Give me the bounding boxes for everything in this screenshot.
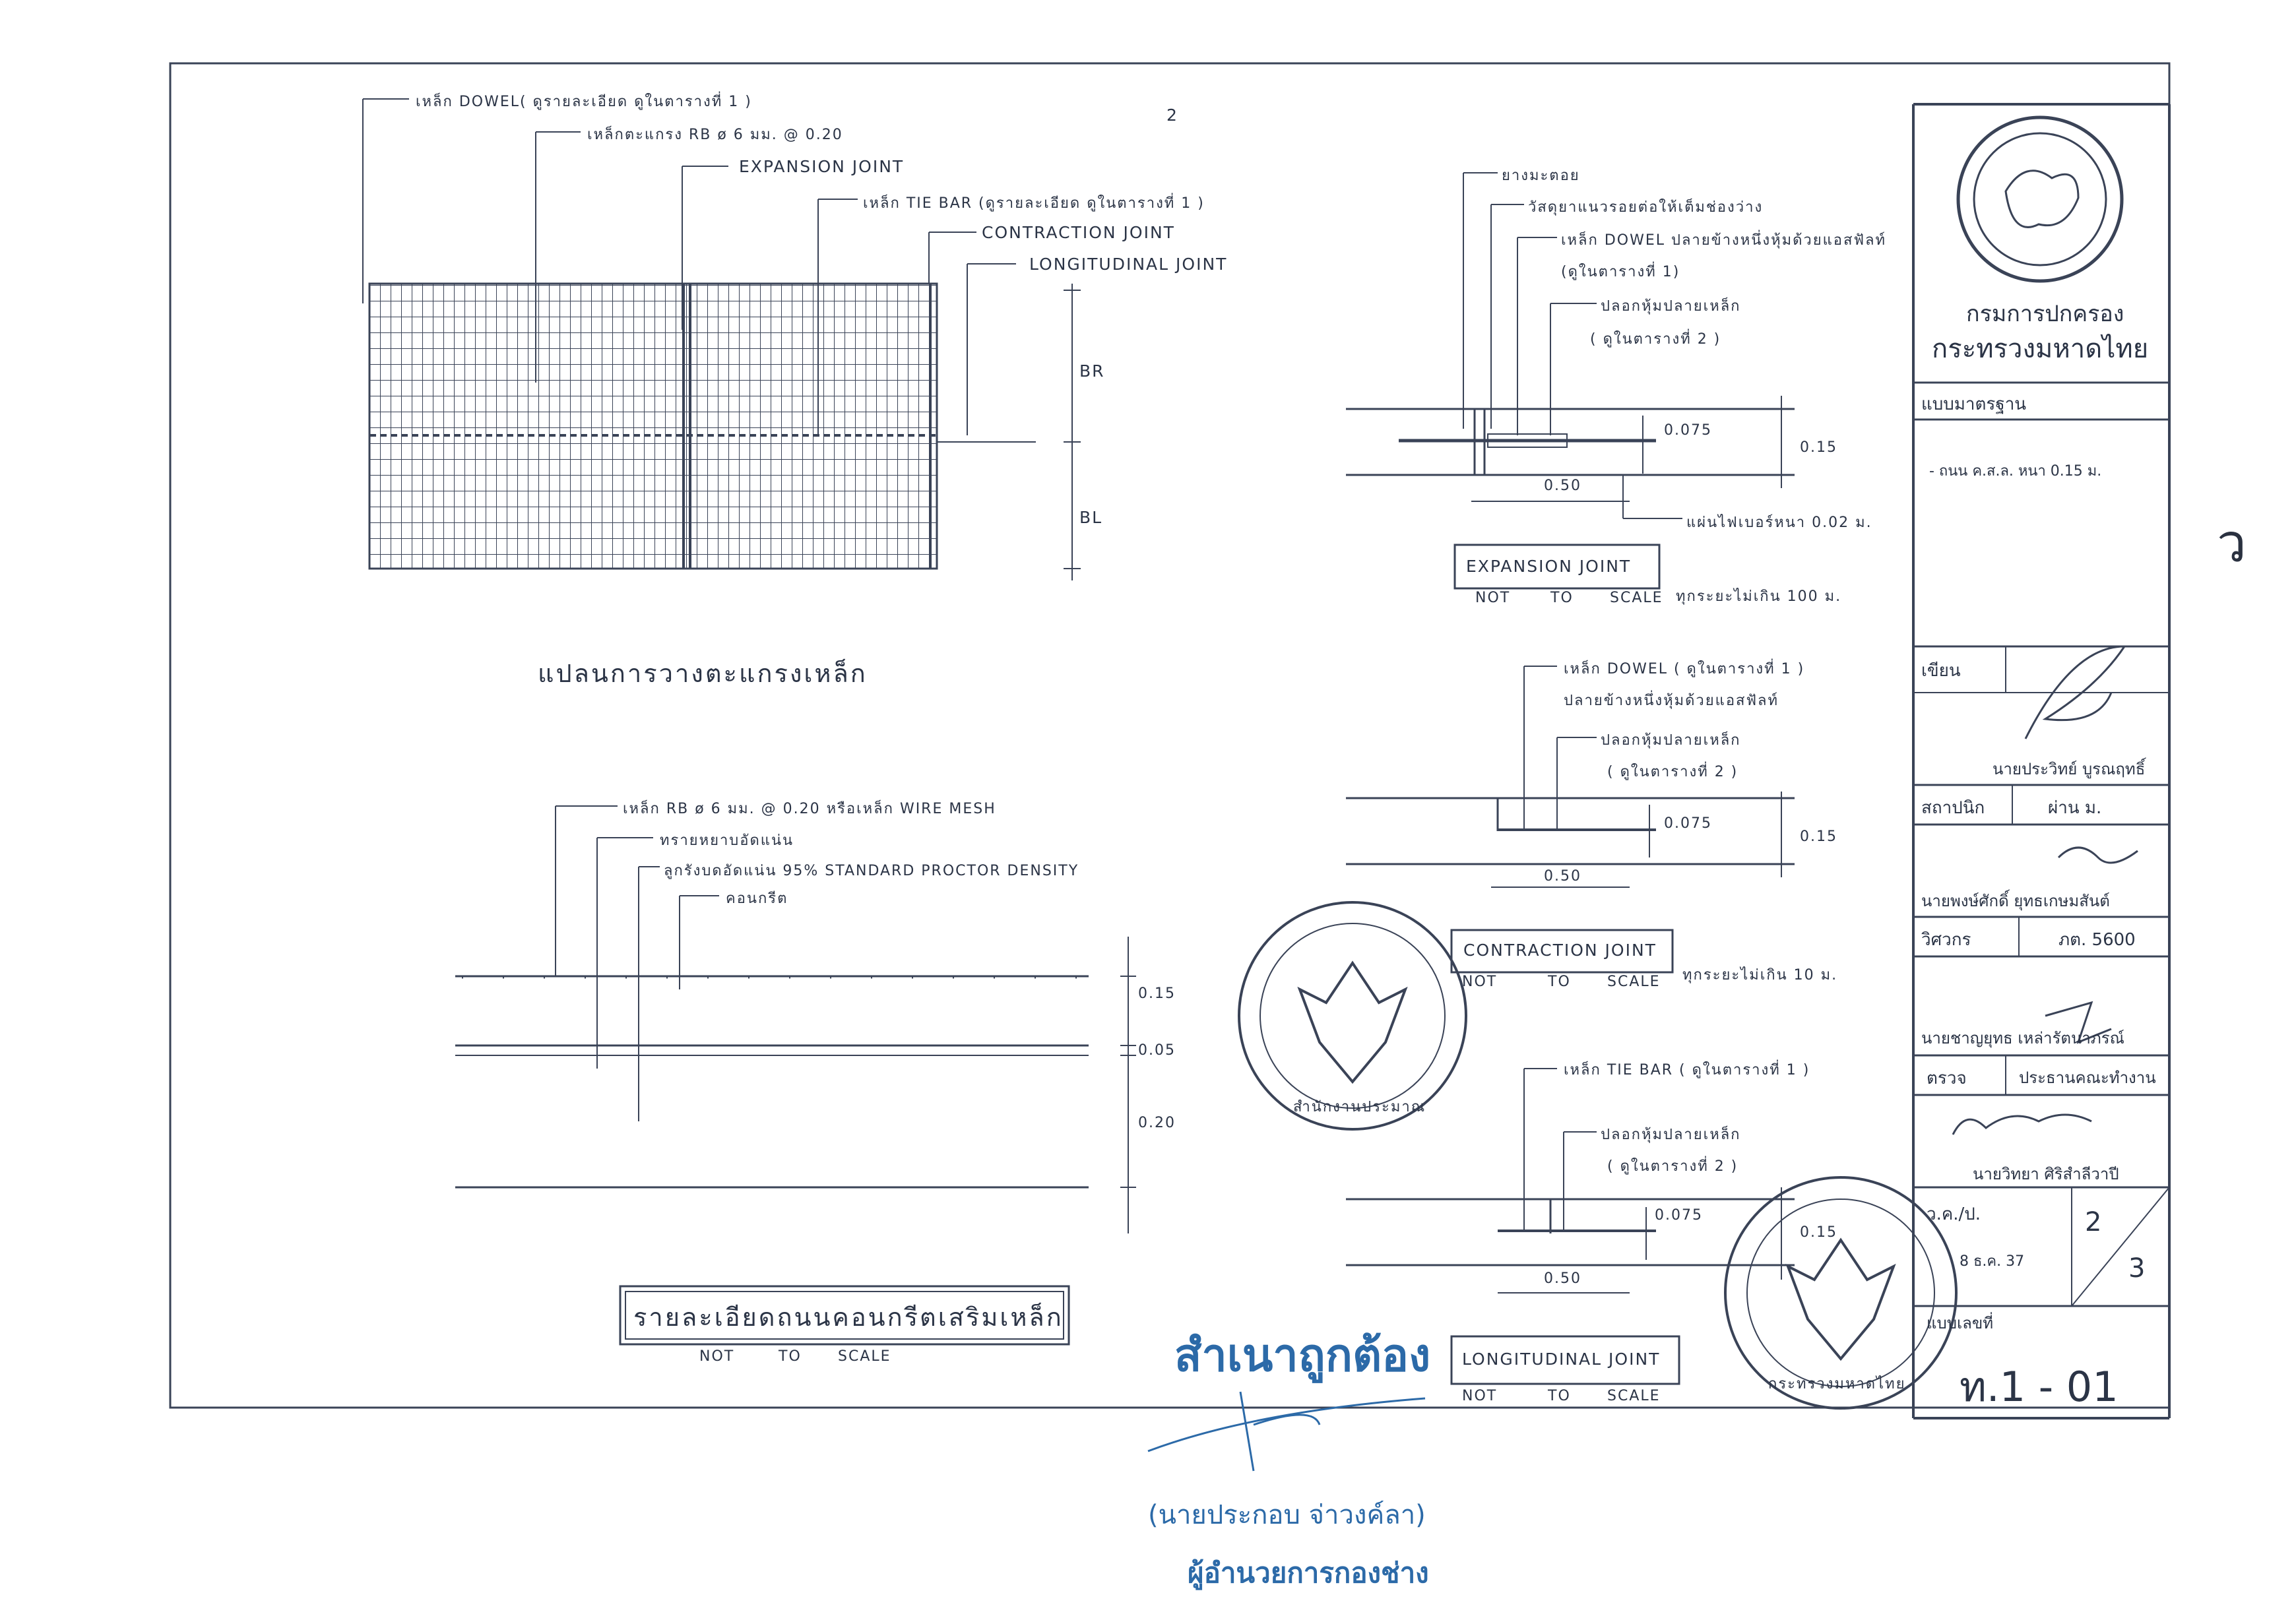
section-label-sand: ทรายหยาบอัดแน่น xyxy=(660,832,794,849)
exp-label-cap: ปลอกหุ้มปลายเหล็ก xyxy=(1601,298,1741,315)
con-scale-not: NOT xyxy=(1462,974,1498,990)
tb-ref-label: ว.ค./ป. xyxy=(1927,1204,1981,1224)
lon-dim-075: 0.075 xyxy=(1655,1207,1703,1224)
signature-certifier xyxy=(1148,1392,1425,1471)
plan-label-longitudinal: LONGITUDINAL JOINT xyxy=(1029,255,1228,274)
con-dim-075: 0.075 xyxy=(1664,815,1712,832)
tb-approve-value: ประธานคณะทำงาน xyxy=(2019,1069,2156,1087)
tb-sheet-total: 3 xyxy=(2128,1253,2146,1284)
tb-drawing-no: ท.1 - 01 xyxy=(1960,1363,2119,1411)
con-scale-to: TO xyxy=(1548,974,1571,990)
plan-label-expansion: EXPANSION JOINT xyxy=(739,157,905,176)
plan-label-tiebar: เหล็ก TIE BAR (ดูรายละเอียด ดูในตารางที่ 1 ) xyxy=(863,195,1205,212)
section-label-rebar: เหล็ก RB ø 6 มม. @ 0.20 หรือเหล็ก WIRE MESH xyxy=(623,801,996,817)
exp-label-filler: วัสดุยาแนวรอยต่อให้เต็มช่องว่าง xyxy=(1528,199,1764,216)
con-label-cap-note: ( ดูในตารางที่ 2 ) xyxy=(1607,764,1738,780)
tb-dept-line2: กระทรวงมหาดไทย xyxy=(1932,334,2149,364)
exp-label-seal: ยางมะตอย xyxy=(1502,168,1580,184)
signature-checker xyxy=(2058,848,2138,863)
plan-label-contraction: CONTRACTION JOINT xyxy=(982,223,1175,242)
contraction-joint-detail xyxy=(1346,666,1795,972)
tb-engineer-name: นายชาญยุทธ เหล่ารัตนาภรณ์ xyxy=(1921,1029,2124,1047)
section-label-concrete: คอนกรีต xyxy=(726,890,788,907)
con-label-cap: ปลอกหุ้มปลายเหล็ก xyxy=(1601,732,1741,749)
tb-drawing-type: แบบมาตรฐาน xyxy=(1921,394,2027,414)
exp-spacing-note: ทุกระยะไม่เกิน 100 ม. xyxy=(1676,588,1842,605)
signature-approver xyxy=(1953,1115,2091,1135)
tb-architect-value: ผ่าน ม. xyxy=(2048,798,2102,818)
exp-dim-075: 0.075 xyxy=(1664,422,1712,439)
exp-scale-not: NOT xyxy=(1475,590,1511,606)
exp-scale-scale: SCALE xyxy=(1610,590,1663,606)
tb-engineer-label: วิศวกร xyxy=(1921,930,1971,950)
con-label-dowel-note: ปลายข้างหนึ่งหุ้มด้วยแอสฟัลท์ xyxy=(1564,693,1779,709)
dept-seal xyxy=(1958,117,2122,281)
exp-label-board: แผ่นไฟเบอร์หนา 0.02 ม. xyxy=(1686,514,1872,531)
tb-designer-name: นายประวิทย์ บูรณฤทธิ์ xyxy=(1993,760,2146,778)
tb-architect-label: สถาปนิก xyxy=(1921,798,1985,818)
con-label-dowel: เหล็ก DOWEL ( ดูในตารางที่ 1 ) xyxy=(1564,661,1805,677)
tb-approve-label: ตรวจ xyxy=(1927,1069,1967,1088)
lon-dim-050: 0.50 xyxy=(1544,1270,1581,1287)
lon-dim-015: 0.15 xyxy=(1800,1224,1837,1241)
section-scale-to: TO xyxy=(779,1348,802,1365)
plan-label-dowel: เหล็ก DOWEL( ดูรายละเอียด ดูในตารางที่ 1 ) xyxy=(416,94,752,110)
plan-label-mesh: เหล็กตะแกรง RB ø 6 มม. @ 0.20 xyxy=(587,127,843,143)
seal-left-text: สำนักงานประมาณ xyxy=(1293,1099,1426,1115)
lon-title: LONGITUDINAL JOINT xyxy=(1462,1350,1661,1369)
tb-sheet-no: 2 xyxy=(2085,1207,2102,1237)
section-dim-bottom: 0.20 xyxy=(1138,1115,1176,1131)
tb-dept-line1: กรมการปกครอง xyxy=(1966,301,2124,327)
tb-date: 8 ธ.ค. 37 xyxy=(1960,1253,2025,1270)
cert-name: (นายประกอบ จ่าวงค์ลา) xyxy=(1148,1500,1426,1530)
page-number: 2 xyxy=(1166,106,1178,125)
section-title: รายละเอียดถนนคอนกรีตเสริมเหล็ก xyxy=(633,1303,1064,1332)
plan-title: แปลนการวางตะแกรงเหล็ก xyxy=(538,659,868,688)
con-scale-scale: SCALE xyxy=(1607,974,1661,990)
section-dim-top: 0.15 xyxy=(1138,985,1176,1002)
con-spacing-note: ทุกระยะไม่เกิน 10 ม. xyxy=(1682,967,1838,983)
seal-right-text: กระทรวงมหาดไทย xyxy=(1768,1376,1906,1392)
tb-designer-label: เขียน xyxy=(1921,661,1961,681)
plan-lane-left: BL xyxy=(1079,508,1103,527)
tb-approver-name: นายวิทยา ศิริสำลีวาปี xyxy=(1973,1165,2119,1183)
plan-lane-right: BR xyxy=(1079,361,1105,381)
plan-grid xyxy=(363,99,1081,580)
con-dim-050: 0.50 xyxy=(1544,868,1581,885)
lon-scale-to: TO xyxy=(1548,1388,1571,1404)
lon-scale-scale: SCALE xyxy=(1607,1388,1661,1404)
exp-label-dowel: เหล็ก DOWEL ปลายข้างหนึ่งหุ้มด้วยแอสฟัลท์ xyxy=(1561,232,1886,249)
exp-dim-015: 0.15 xyxy=(1800,439,1837,456)
exp-label-cap-note: ( ดูในตารางที่ 2 ) xyxy=(1590,331,1721,348)
section-scale-scale: SCALE xyxy=(838,1348,891,1365)
section-scale-not: NOT xyxy=(699,1348,735,1365)
tb-checker-name: นายพงษ์ศักดิ์ ยุทธเกษมสันต์ xyxy=(1921,892,2110,910)
exp-dim-050: 0.50 xyxy=(1544,478,1581,494)
con-dim-015: 0.15 xyxy=(1800,828,1837,845)
lon-label-tiebar: เหล็ก TIE BAR ( ดูในตารางที่ 1 ) xyxy=(1564,1062,1810,1078)
lon-label-cap-note: ( ดูในตารางที่ 2 ) xyxy=(1607,1158,1738,1175)
exp-title: EXPANSION JOINT xyxy=(1466,557,1632,576)
tb-engineer-value: ภต. 5600 xyxy=(2058,930,2136,950)
tb-drawing-desc: - ถนน ค.ส.ล. หนา 0.15 ม. xyxy=(1929,463,2102,480)
exp-label-dowel-note: (ดูในตารางที่ 1) xyxy=(1561,264,1680,280)
lon-label-cap: ปลอกหุ้มปลายเหล็ก xyxy=(1601,1127,1741,1143)
lon-scale-not: NOT xyxy=(1462,1388,1498,1404)
exp-scale-to: TO xyxy=(1550,590,1574,606)
con-title: CONTRACTION JOINT xyxy=(1463,941,1657,960)
section-dim-mid: 0.05 xyxy=(1138,1042,1176,1059)
cert-stamp: สำเนาถูกต้อง xyxy=(1174,1330,1431,1382)
cert-position: ผู้อำนวยการกองช่าง xyxy=(1188,1557,1429,1589)
tb-drawing-no-label: แบบเลขที่ xyxy=(1927,1314,1994,1332)
section-label-base: ลูกรังบดอัดแน่น 95% STANDARD PROCTOR DENSITY xyxy=(664,863,1079,879)
side-mark: ว xyxy=(2217,513,2247,574)
